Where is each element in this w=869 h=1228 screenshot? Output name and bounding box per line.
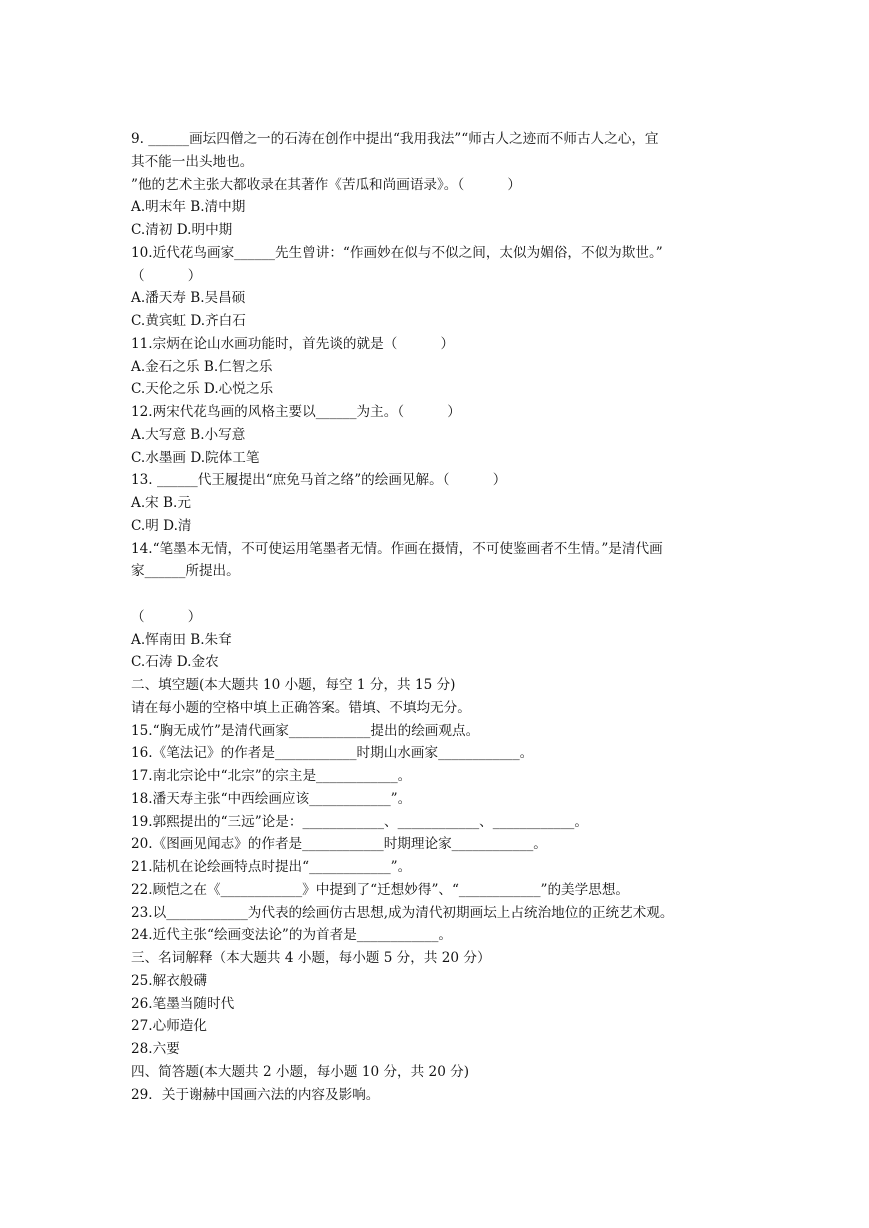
text-line: C.水墨画 D.院体工笔 [131,449,260,466]
text-line: 二、填空题(本大题共 10 小题，每空 1 分，共 15 分) [131,677,456,693]
text-line: C.石涛 D.金农 [131,654,219,671]
text-line: 24.近代主张“绘画变法论”的为首者是____________。 [131,927,452,944]
text-line: 29．关于谢赫中国画六法的内容及影响。 [131,1086,380,1103]
text-line: A.大写意 B.小写意 [131,426,246,443]
text-line: 家______所提出。 [131,563,240,580]
text-line: 其不能一出头地也。 [131,153,254,170]
text-line: 16.《笔法记》的作者是____________时期山水画家____________。 [131,745,534,762]
text-line: 23.以____________为代表的绘画仿古思想,成为清代初期画坛上占统治地位的正统艺术观。 [131,904,674,921]
text-line: 四、简答题(本大题共 2 小题，每小题 10 分，共 20 分) [131,1063,470,1080]
text-line: 14.“笔墨本无情，不可使运用笔墨者无情。作画在摄情，不可使鉴画者不生情。”是清代画 [131,540,663,557]
text-line: A.明末年 B.清中期 [131,199,246,216]
text-line: C.黄宾虹 D.齐白石 [131,313,246,329]
text-line: 28.六要 [131,1041,180,1057]
text-line: 19.郭熙提出的“三远”论是：____________、____________、____________。 [131,813,588,830]
text-line: A.恽南田 B.朱耷 [131,631,232,648]
exam-page [131,128,751,1106]
text-line: 13. ______代王履提出“庶免马首之络”的绘画见解。（ ） [131,472,507,489]
text-line: 22.顾恺之在《____________》中提到了“迁想妙得”、“____________”的美学思想。 [131,881,630,898]
text-line: 20.《图画见闻志》的作者是____________时期理论家____________。 [131,836,547,853]
text-line: 21.陆机在论绘画特点时提出“____________”。 [131,859,412,875]
text-line: 18.潘天寿主张“中西绘画应该____________”。 [131,790,412,807]
text-line: 17.南北宗论中“北宗”的宗主是____________。 [131,768,412,784]
blank-line [131,583,751,606]
text-line: （ ） [131,608,202,625]
text-line: 11.宗炳在论山水画功能时，首先谈的就是（ ） [131,335,455,352]
text-line: 请在每小题的空格中填上正确答案。错填、不填均无分。 [131,699,471,716]
text-line: （ ） [131,267,202,284]
text-line: 26.笔墨当随时代 [131,995,235,1012]
text-line: 25.解衣般礴 [131,972,207,989]
text-line: 27.心师造化 [131,1018,207,1035]
text-line: 9. ______画坛四僧之一的石涛在创作中提出“我用我法”“师古人之迹而不师古人之心，宜 [131,131,659,147]
text-line: ”他的艺术主张大都收录在其著作《苦瓜和尚画语录》。（ ） [131,176,521,193]
text-line: 12.两宋代花鸟画的风格主要以______为主。（ ） [131,404,461,420]
text-line: 三、名词解释（本大题共 4 小题，每小题 5 分，共 20 分） [131,950,491,966]
text-line: A.潘天寿 B.吴昌硕 [131,290,246,307]
text-line: 15.“胸无成竹”是清代画家____________提出的绘画观点。 [131,722,480,739]
text-line: 10.近代花鸟画家______先生曾讲：“作画妙在似与不似之间，太似为媚俗，不似为欺世。” [131,244,663,261]
text-line: C.天伦之乐 D.心悦之乐 [131,381,274,398]
text-line: A.宋 B.元 [131,495,191,511]
text-line: C.清初 D.明中期 [131,222,233,238]
text-line: A.金石之乐 B.仁智之乐 [131,358,273,375]
text-line: C.明 D.清 [131,517,192,534]
